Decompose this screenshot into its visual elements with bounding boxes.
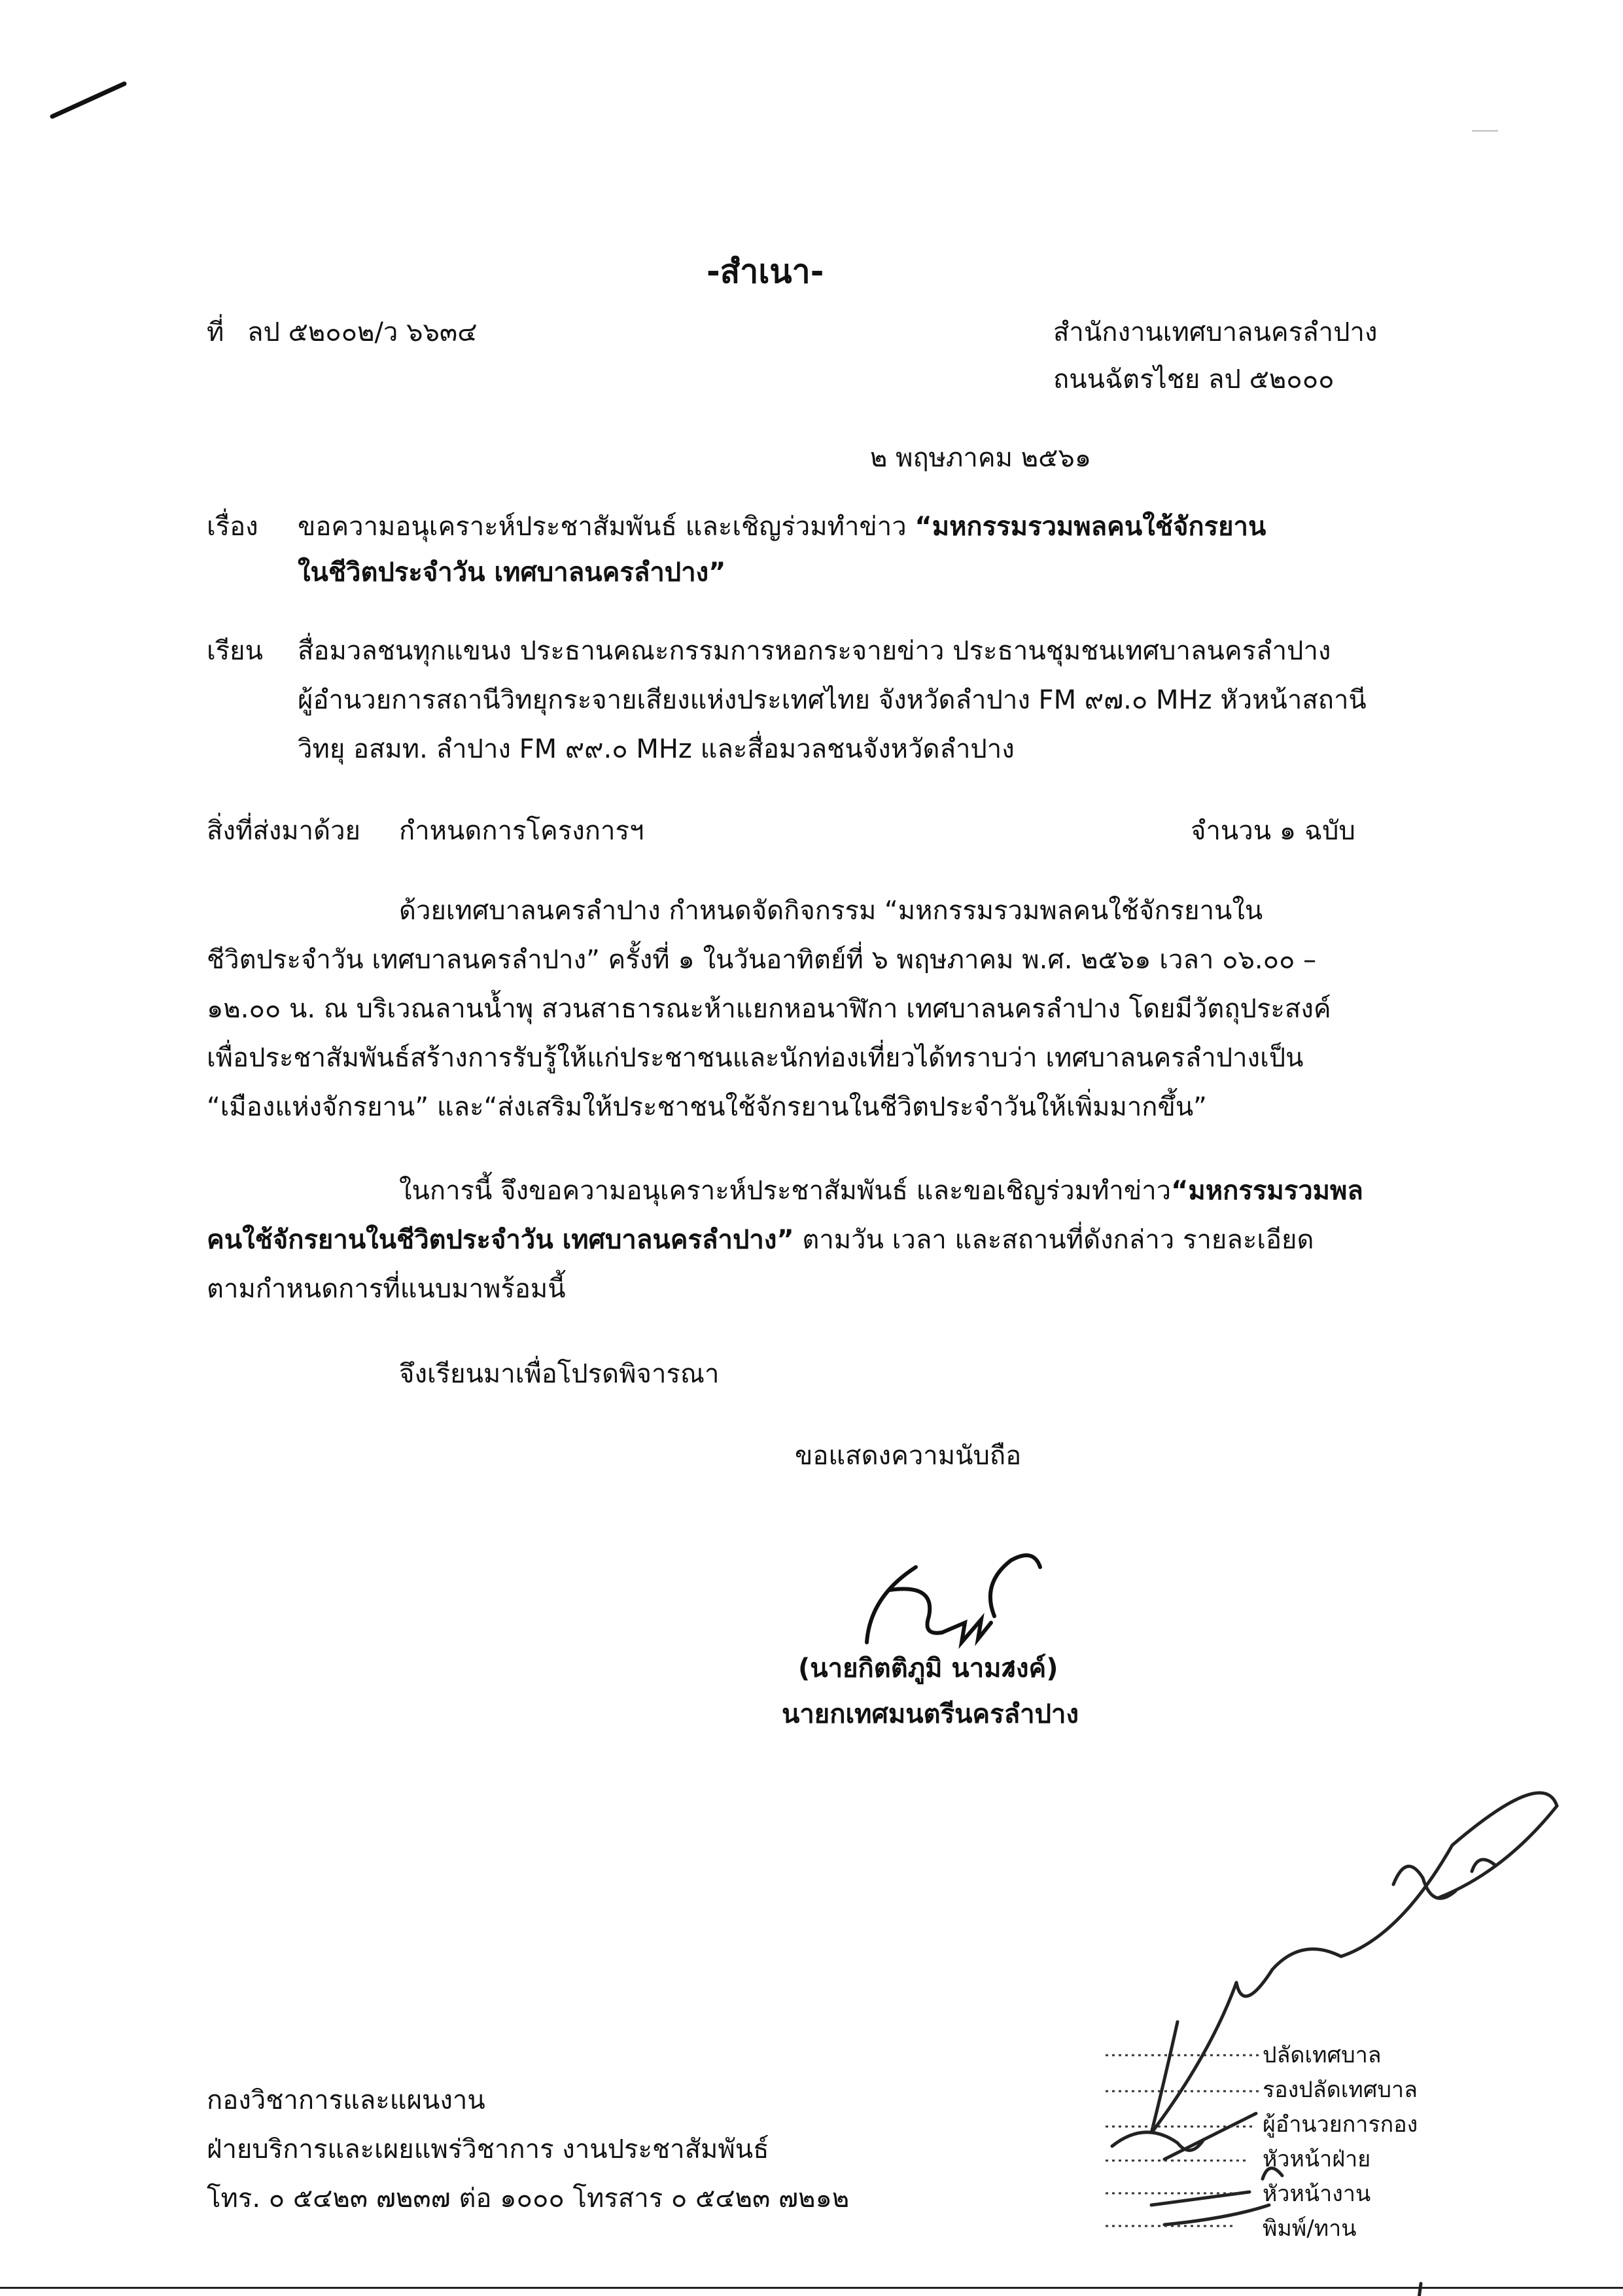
- to-line-1: สื่อมวลชนทุกแขนง ประธานคณะกรรมการหอกระจายข่าว ประธานชุมชนเทศบาลนครลำปาง: [298, 636, 1331, 666]
- paragraph-2-text: ในการนี้ จึงขอความอนุเคราะห์ประชาสัมพันธ์ และขอเชิญร่วมทำข่าว: [399, 1176, 1172, 1206]
- enclosure-item: กำหนดการโครงการฯ: [399, 816, 644, 846]
- footer-department: กองวิชาการและแผนงาน: [207, 2085, 485, 2115]
- office-line-1: สำนักงานเทศบาลนครลำปาง: [1053, 317, 1378, 347]
- office-line-2: ถนนฉัตรไชย ลป ๕๒๐๐๐: [1053, 364, 1335, 395]
- paragraph-2-line-2: [207, 1227, 1314, 1253]
- closing-phrase: ขอแสดงความนับถือ: [795, 1441, 1022, 1471]
- to-label: เรียน: [207, 636, 263, 666]
- paragraph-2-event-title: “มหกรรมรวมพล: [1171, 1176, 1363, 1206]
- pen-stroke-mark: [52, 84, 124, 116]
- footer-contact: โทร. ๐ ๕๔๒๓ ๗๒๓๗ ต่อ ๑๐๐๐ โทรสาร ๐ ๕๔๒๓ ๗๒๑๒: [207, 2183, 850, 2214]
- to-line-2: ผู้อำนวยการสถานีวิทยุกระจายเสียงแห่งประเทศไทย จังหวัดลำปาง FM ๙๗.๐ MHz หัวหน้าสถานี: [298, 685, 1367, 715]
- routing-stamp-line: รองปลัดเทศบาล: [1263, 2077, 1418, 2103]
- paragraph-2-line-1: [399, 1178, 1363, 1204]
- to-line-3: วิทยุ อสมท. ลำปาง FM ๙๙.๐ MHz และสื่อมวลชนจังหวัดลำปาง: [298, 734, 1015, 764]
- paragraph-1-line-5: “เมืองแห่งจักรยาน” และ“ส่งเสริมให้ประชาชนใช้จักรยานในชีวิตประจำวันให้เพิ่มมากขึ้น”: [207, 1092, 1207, 1122]
- paragraph-1-line-3: ๑๒.๐๐ น. ณ บริเวณลานน้ำพุ สวนสาธารณะห้าแยกหอนาฬิกา เทศบาลนครลำปาง โดยมีวัตถุประสงค์: [207, 994, 1331, 1024]
- paragraph-2-line-3: ตามกำหนดการที่แนบมาพร้อมนี้: [207, 1274, 566, 1304]
- closing-request: จึงเรียนมาเพื่อโปรดพิจารณา: [399, 1359, 720, 1389]
- routing-stamp-line: หัวหน้างาน: [1263, 2181, 1371, 2207]
- routing-stamp-line: หัวหน้าฝ่าย: [1263, 2146, 1371, 2172]
- routing-stamp-line: ปลัดเทศบาล: [1263, 2042, 1382, 2068]
- enclosure-count: จำนวน ๑ ฉบับ: [1191, 816, 1355, 846]
- signer-name: (นายกิตติภูมิ นามวงค์): [798, 1653, 1058, 1684]
- copy-mark: -สำเนา-: [707, 253, 824, 291]
- subject-line-2: ในชีวิตประจำวัน เทศบาลนครลำปาง”: [298, 557, 726, 588]
- routing-stamp: [1263, 2038, 1418, 2246]
- subject-text: ขอความอนุเคราะห์ประชาสัมพันธ์ และเชิญร่วมทำข่าว: [298, 512, 915, 542]
- paragraph-1-line-4: เพื่อประชาสัมพันธ์สร้างการรับรู้ให้แก่ประชาชนและนักท่องเที่ยวได้ทราบว่า เทศบาลนครลำปางเป็น: [207, 1043, 1304, 1073]
- bottom-edge-line: [0, 2287, 1623, 2289]
- ref-label: ที่: [207, 317, 224, 347]
- routing-stamp-line: ผู้อำนวยการกอง: [1263, 2111, 1418, 2138]
- paragraph-2-text-cont: ตามวัน เวลา และสถานที่ดังกล่าว รายละเอียด: [794, 1225, 1314, 1255]
- paragraph-1-line-1: ด้วยเทศบาลนครลำปาง กำหนดจัดกิจกรรม “มหกรรมรวมพลคนใช้จักรยานใน: [399, 896, 1263, 926]
- letter-date: ๒ พฤษภาคม ๒๕๖๑: [870, 443, 1092, 473]
- footer-section: ฝ่ายบริการและเผยแพร่วิชาการ งานประชาสัมพันธ์: [207, 2134, 769, 2164]
- subject-event-title: “มหกรรมรวมพลคนใช้จักรยาน: [915, 512, 1266, 542]
- subject-line-1: [298, 514, 1266, 540]
- subject-label: เรื่อง: [207, 512, 258, 542]
- paragraph-1-line-2: ชีวิตประจำวัน เทศบาลนครลำปาง” ครั้งที่ ๑ ในวันอาทิตย์ที่ ๖ พฤษภาคม พ.ศ. ๒๕๖๑ เวลา ๐๖.๐๐ –: [207, 945, 1317, 975]
- signer-title: นายกเทศมนตรีนครลำปาง: [782, 1699, 1079, 1729]
- enclosure-label: สิ่งที่ส่งมาด้วย: [207, 816, 360, 846]
- paragraph-2-event-title-cont: คนใช้จักรยานในชีวิตประจำวัน เทศบาลนครลำปาง”: [207, 1225, 794, 1255]
- ref-number: ลป ๕๒๐๐๒/ว ๖๖๓๔: [247, 317, 478, 347]
- routing-stamp-line: พิมพ์/ทาน: [1263, 2216, 1357, 2242]
